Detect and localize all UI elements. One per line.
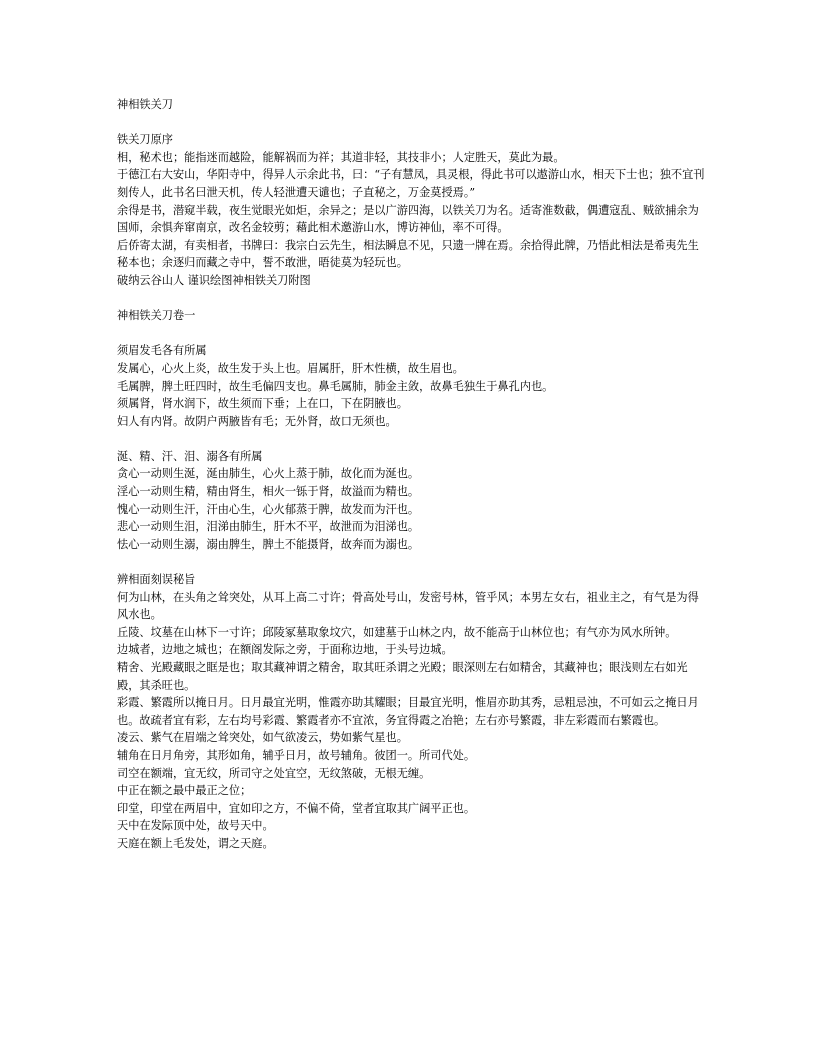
body-paragraph: 中正在额之最中最正之位； <box>117 784 252 798</box>
body-paragraph: 彩霞、繁霞所以掩日月。日月最宜光明，惟霞亦助其耀眼；目最宜光明，惟眉亦助其秀，忌粗忌浊，不可如云之掩日月也。故疏者宜有彩，左右均号彩霞、繁霞者亦不宜浓，务宜得霞之冶艳；左右亦号繁霞，非左彩霞而右繁霞也。 <box>117 696 699 727</box>
section-heading: 神相铁关刀卷一 <box>117 309 196 323</box>
body-paragraph: 淫心一动则生精，精由肾生，相火一铄于肾，故溢而为精也。 <box>117 485 420 499</box>
blank-line <box>117 290 705 308</box>
blank-line <box>117 114 705 132</box>
body-paragraph: 悲心一动则生泪，泪涕由肺生，肝木不平，故泄而为泪涕也。 <box>117 520 420 534</box>
body-paragraph: 须属肾，肾水润下，故生须而下垂；上在口，下在阴腋也。 <box>117 397 408 411</box>
body-paragraph: 司空在额端，宜无纹，所司守之处宜空，无纹煞破，无根无缠。 <box>117 766 431 780</box>
blank-line <box>117 325 705 343</box>
body-paragraph: 精舍、光殿藏眼之眶是也；取其藏神谓之精舍，取其旺杀谓之光殿；眼深则左右如精舍，其藏神也；眼浅则左右如光殿，其杀旺也。 <box>117 661 688 692</box>
body-paragraph: 毛属脾，脾土旺四时，故生毛偏四支也。鼻毛属肺，肺金主敛，故鼻毛独生于鼻孔内也。 <box>117 379 554 393</box>
section-heading: 铁关刀原序 <box>117 133 173 147</box>
section-heading: 须眉发毛各有所属 <box>117 344 207 358</box>
body-paragraph: 贪心一动则生涎，涎由肺生，心火上蒸于肺，故化而为涎也。 <box>117 467 420 481</box>
body-paragraph: 天庭在额上毛发处，谓之天庭。 <box>117 836 274 850</box>
section-heading: 辨相面刻误秘旨 <box>117 573 196 587</box>
body-paragraph: 愧心一动则生汗，汗由心生，心火郁蒸于脾，故发而为汗也。 <box>117 502 420 516</box>
body-paragraph: 天中在发际顶中处，故号天中。 <box>117 819 274 833</box>
body-paragraph: 何为山林，在头角之耸突处，从耳上高二寸许；骨高处号山，发密号林，管乎风；本男左女右，祖业主之，有气是为得风水也。 <box>117 590 699 622</box>
body-paragraph: 余得是书，潜窥半载，夜生觉眼光如炬，余异之；是以广游四海，以铁关刀为名。适寄淮数截，偶遭寇乱、贼欲捕余为国师，余惧奔窜南京，改名金较剪；藉此相术邀游山水，博访神仙，率不可得。 <box>117 203 699 235</box>
body-paragraph: 怯心一动则生溺，溺由脾生，脾土不能摄肾，故奔而为溺也。 <box>117 537 420 551</box>
document-body <box>117 96 705 853</box>
body-paragraph: 印堂，印堂在两眉中，宜如印之方，不偏不倚，堂者宜取其广阔平正也。 <box>117 801 476 815</box>
section-heading: 涎、精、汗、泪、溺各有所属 <box>117 449 263 463</box>
body-paragraph: 妇人有内肾。故阴户两腋皆有毛；无外肾，故口无须也。 <box>117 414 397 428</box>
body-paragraph: 发属心，心火上炎，故生发于头上也。眉属肝，肝木性横，故生眉也。 <box>117 361 464 375</box>
body-paragraph: 于德江右大安山，华阳寺中，得异人示余此书，曰：“子有慧凤，具灵根，得此书可以遨游山水，相天下士也；独不宜刊刻传人，此书名曰泄天机，传人轻泄遭天谴也；子直秘之，万金莫授焉。” <box>117 168 705 199</box>
body-paragraph: 边城者，边地之城也；在额阁发际之旁，于面称边地，于头号边城。 <box>117 643 453 657</box>
body-paragraph: 辅角在日月角旁，其形如角，辅乎日月，故号辅角。彼团一。所司代处。 <box>117 748 476 762</box>
blank-line <box>117 553 705 571</box>
body-paragraph: 后侨寄太湖，有卖相者，书牌曰：我宗白云先生，相法瞬息不见，只遗一牌在焉。余拾得此牌，乃悟此相法是希夷先生秘本也；余逐归而藏之寺中，誓不敢泄，晤徒莫为轻玩也。 <box>117 238 699 270</box>
body-paragraph: 相，秘术也；能指迷而越险，能解祸而为祥；其道非轻，其技非小；人定胜天，莫此为最。 <box>117 150 565 164</box>
blank-line <box>117 430 705 448</box>
body-paragraph: 破纳云谷山人 谨识绘图神相铁关刀附图 <box>117 273 311 287</box>
document-title: 神相铁关刀 <box>117 98 173 111</box>
body-paragraph: 丘陵、坟墓在山林下一寸许；邱陵冢墓取象坟穴，如建墓于山林之内，故不能高于山林位也；有气亦为风水所钟。 <box>117 625 677 639</box>
body-paragraph: 凌云、紫气在眉端之耸突处，如气欲凌云，势如紫气星也。 <box>117 731 408 745</box>
